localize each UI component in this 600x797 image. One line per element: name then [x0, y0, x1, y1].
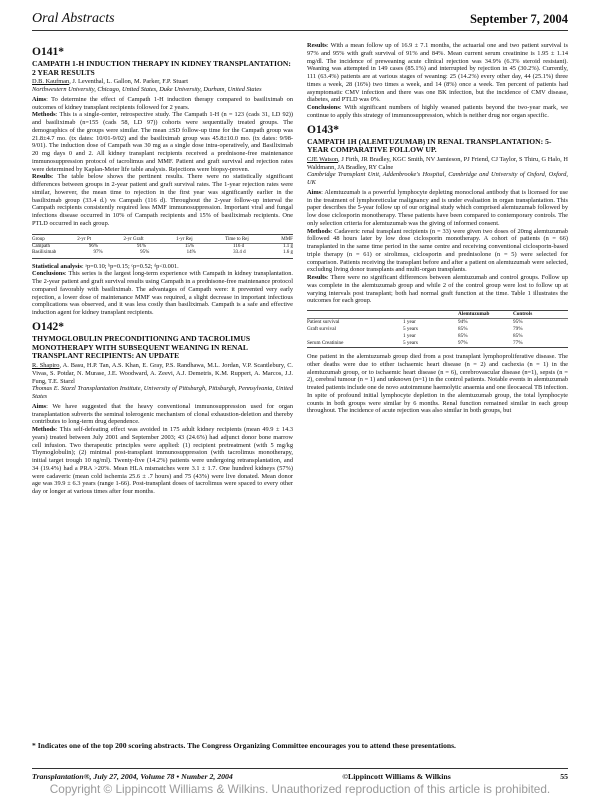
abstract-id: O142*	[32, 320, 64, 333]
co-authors: , J. Leventhal, L. Gallon, M. Parker, F.P. Stuart	[69, 78, 189, 86]
table-cell: 33.4 d	[233, 249, 246, 255]
methods-text: Cadaveric renal transplant recipients (n = 33) were given two doses of 20mg alemtuzumab followed 48 hours later by low dose ciclosporin monotherapy. A cohort of patients (n = 66) transplanted in the same time period in the same centre and receiving conventional ciclosporin-based triple therapy (n = 61) or sirolimus, ciclosporin and prednisolone (n = 5) were selected for comparison. Patients receiving the transplant before and after a patient on alemtuzumab were selected, excluding living donor transplants and multi-organ transplants.	[307, 227, 568, 274]
table-cell: 15%	[184, 243, 195, 249]
table-row	[32, 250, 293, 256]
conclusions-text: This series is the largest long-term experience with Campath in kidney transplantation. The 2-year patient and graft survival results using Campath in a prednisone-free maintenance protocol compared favorably with basiliximab. The advantages of Campath were: it prevented very early rejection, a lower dose of maintenance MMF was required, a slight decrease in important infectious complications was observed, and it was less costly than basiliximab. Campath is a safe and effective induction agent for kidney transplant recipients.	[32, 270, 293, 317]
methods-text: This self-defeating effect was avoided in 175 adult kidney recipients (mean 49.9 ± 14.3 years) treated between July 2001 and September 2003; 43 (24.6%) had adjunct donor bone marrow cell infusion. Two therapeutic principles were applied: (1) recipient pretreatment (with 5 mg/kg Thymoglobulin); (2) minimal post-transplant immunosuppression (with tacrolimus monotherapy, initial target trough 10 ng/ml). Twenty-five (14.2%) patients were undergoing retransplantation, and 34 (19.4%) had a PRA >20%. Mean HLA mismatches were 3.1 ± 1.7. One hundred kidneys (57%) were cadaveric (mean cold ischemia 25.6 ± .7 hours) and 75 (43%) were live donated. Mean donor age was 39.9 ± 6.3 years (range 1-66). Post-transplant doses of tacrolimus were spaced to every other day or longer at various times after four months.	[32, 426, 294, 496]
table-cell: 85%	[458, 326, 468, 333]
results-label: Results	[307, 42, 327, 49]
table-cell: Serum Creatinine	[307, 340, 344, 347]
table-cell: 91%	[136, 243, 147, 249]
aims-paragraph: Aims: Alemtuzumab is a powerful lymphocyte depleting monoclonal antibody that is licensed for use in the treatment of lymphoreticular malignancy and is under evaluation in organ transplantation. This paper describes the 5-year follow up of our original study which comprised alemtuzumab followed by low dose ciclosporin monotherapy. These patients have been compared to contemporary controls. The only selection criteria for alemtuzumab was the giving of informed consent.	[307, 188, 569, 227]
co-authors: , A. Basu, H.P. Tan, A.S. Khan, E. Gray, P.S. Randhawa, M.L. Jordan, V.P. Scantlebury, C. Vivas, S. Potdar, N. Murase, J.E. Woodward, A. Zeevi, A.J. Demetris, K.M. Ruppert, A. Marcos, J.J. Fung, T.E. Starzl	[32, 362, 294, 385]
table-row	[307, 333, 568, 340]
conclusions-label: Conclusions	[32, 270, 65, 278]
conclusions-text: With significant numbers of highly weaned patients beyond the two-year mark, we continue to apply this strategy of immunosuppression, which is neither drug nor organ specific.	[307, 104, 569, 119]
outcomes-table	[307, 310, 568, 348]
table-row	[307, 319, 568, 326]
methods-text: This is a single-center, retrospective study. The Campath 1-H (n = 123 (cads 31, LD 92)) and basiliximab (n=155 (cads 58, LD 97)) cohorts were sequentially treated groups. The demographics of the groups were similar. The mean ±SD follow-up time for the Campath group was 21.8±4.7 mo. (tx dates: 10/01-9/02) and the basiliximab group was 45.8±10.0 mo. (tx dates: 9/98-9/01). The induction dose of Campath was 30 mg as a single dose intra-operatively, and Basiliximab 20 mg days 0 and 2. All kidney transplant recipients received a prednisone-free maintenance immunosuppression protocol of tacrolimus and MMF. Patient and graft survival and rejection rates were determined by Kaplan-Meier life table analysis. Rejections were biopsy-proven.	[32, 111, 294, 173]
results-label: Results	[307, 274, 327, 282]
aims-label: Aims	[307, 188, 322, 196]
affiliation: Northwestern University, Chicago, United States, Duke University, Durham, United States	[32, 86, 262, 94]
table-cell: 1 year	[403, 333, 416, 340]
aims-paragraph: Aims: To determine the effect of Campath 1-H induction therapy compared to basiliximab on outcomes of kidney transplant recipients followed for 2 years.	[32, 95, 294, 111]
table-cell: 14%	[186, 249, 196, 255]
abstract-title: CAMPATH 1H (ALEMTUZUMAB) IN RENAL TRANSPLANTATION: 5-YEAR COMPARATIVE FOLLOW UP.	[307, 136, 552, 155]
footnote: * Indicates one of the top 200 scoring abstracts. The Congress Organizing Committee encourages you to attend these presentations.	[32, 741, 456, 750]
presenting-author: CJE Watson	[307, 155, 339, 163]
methods-label: Methods	[32, 426, 56, 434]
results-text: With a mean follow up of 16.9 ± 7.1 months, the actuarial one and two patient survival is 97% and 95% with graft survival of 91% and 84%. Mean current serum creatinine is 1.95 ± 1.14 mg/dl. The incidence of preweaning acute clinical rejection was 34.9% (6.3% steroid resistant). Weaning was attempted in 149 cases (85.1%) and interrupted by rejection in 45 (30.2%). Currently, 111 (63.4%) patients are at various stages of weaning: 25 (14.2%) every other day, 44 (25.1%) three times a week, 28 (16%) two times a week, and 14 (8%) once a week. Ten percent of patients had asymptomatic CMV infection and there was one BK infection, but the incidence of CMV disease, diabetes, and PTLD was 0%.	[307, 42, 569, 104]
table-cell: Patient survival	[307, 319, 340, 326]
table-header-cell: Time to Rej	[225, 236, 249, 242]
aims-text: Alemtuzumab is a powerful lymphocyte depleting monoclonal antibody that is licensed for use in the treatment of lymphoreticular malignancy and is under evaluation in organ transplantation. This paper describes the 5-year follow up of our original study which comprised alemtuzumab followed by low dose ciclosporin monotherapy. These patients have been compared to contemporary controls. The only selection criteria for alemtuzumab was the giving of informed consent.	[307, 188, 569, 227]
table-cell: 1.1 g	[282, 243, 293, 249]
table-row	[307, 340, 568, 347]
conclusions-paragraph: Conclusions: With significant numbers of highly weaned patients beyond the two-year mark, we continue to apply this strategy of immunosuppression, which is neither drug nor organ specific.	[307, 104, 569, 119]
copyright-notice: Copyright © Lippincott Williams & Wilkins. Unauthorized reproduction of this article is prohibited.	[49, 782, 551, 796]
table-header-row	[32, 237, 293, 244]
right-column	[307, 42, 568, 415]
author-list	[32, 362, 293, 385]
abstract-id: O143*	[307, 123, 339, 136]
page-footer	[32, 768, 568, 781]
table-cell: 5 years	[403, 340, 418, 347]
author-list	[32, 78, 293, 86]
table-header-cell	[307, 311, 403, 318]
table-cell: 95%	[513, 319, 523, 326]
page-number: 55	[560, 772, 568, 781]
table-cell: 79%	[513, 326, 523, 333]
co-authors: , J Firth, JR Bradley, KGC Smith, NV Jamieson, PJ Friend, CJ Taylor, S Thiru, G Halo, H Waldmann, JA Bradley, RY Calne	[307, 155, 569, 171]
methods-paragraph: Methods: This self-defeating effect was avoided in 175 adult kidney recipients (mean 49.9 ± 14.3 years) treated between July 2001 and September 2003; 43 (24.6%) had adjunct donor bone marrow cell infusion. Two therapeutic principles were applied: (1) recipient pretreatment (with 5 mg/kg Thymoglobulin); (2) minimal post-transplant immunosuppression (with tacrolimus monotherapy, initial target trough 10 ng/ml). Twenty-five (14.2%) patients were undergoing retransplantation, and 34 (19.4%) had a PRA >20%. Mean HLA mismatches were 3.1 ± 1.7. One hundred kidneys (57%) were cadaveric (mean cold ischemia 25.6 ± .7 hours) and 75 (43%) were live donated. Mean donor age was 39.9 ± 6.3 years (range 1-66). Post-transplant doses of tacrolimus were spaced to every other day or longer at various times after four months.	[32, 426, 294, 496]
table-cell: Campath	[32, 243, 51, 249]
stat-paragraph	[32, 263, 293, 271]
table-cell: 85%	[513, 333, 523, 340]
aims-paragraph: Aims: We have suggested that the heavy conventional immunosuppression used for organ transplantation subverts the seminal tolerogenic mechanism of clonal exhaustion-deletion and thereby contributes to long-term drug dependence.	[32, 402, 294, 426]
table-cell	[307, 333, 403, 340]
abstract-o142-continued	[307, 42, 568, 120]
presenting-author: D.B. Kaufman	[32, 78, 70, 86]
affiliation: Thomas E. Starzl Transplantation Institute, University of Pittsburgh, Pittsburgh, Pennsylvania, United States	[32, 385, 293, 401]
methods-label: Methods	[307, 227, 331, 235]
table-header-cell: Alemtuzumab	[458, 311, 490, 318]
table-header-cell	[403, 311, 458, 318]
section-title: Oral Abstracts	[32, 11, 115, 26]
aims-label: Aims	[32, 402, 47, 410]
results-text: The table below shows the pertinent results. There were no statistically significant differences between groups in 2-year patient and graft survival rates. The 1-year rejection rates were similar, however, the mean time to rejection in the first year was significantly earlier in the basiliximab group (33.4 d.) vs Campath (116 d). Throughout the 2-year follow-up interval the Campath recipients consistently required less MMF immunosuppression. Important viral and fungal infections disease occurred in 10% of Campath recipients and 15% of basiliximab recipients. One PTLD occurred in each group.	[32, 173, 294, 227]
methods-label: Methods	[32, 111, 56, 119]
stat-label: Statistical analysis	[32, 262, 82, 270]
aims-label: Aims	[32, 95, 47, 103]
conclusions-label: Conclusions	[307, 104, 340, 111]
table-header-row	[307, 311, 568, 319]
aims-text: To determine the effect of Campath 1-H induction therapy compared to basiliximab on outcomes of kidney transplant recipients followed for 2 years.	[32, 95, 294, 111]
author-list	[307, 156, 568, 172]
table-header-cell: 2-yr Pt	[77, 236, 91, 242]
body-paragraph: In spite of profound initial lymphocyte depletion in the alemtuzumab group, the total lymphocyte counts in both groups were similar by 6 months. Renal function remained similar in each group throughout. The incidence of acute rejection was also similar in both groups, but	[307, 391, 568, 415]
table-cell: 77%	[513, 340, 523, 347]
results-paragraph: Results: There were no significant differences between alemtuzumab and control groups. Follow up was complete in the alemtuzumab group and while 2 of the control group were lost to follow up at varying intervals post transplant; both had normal graft function at the time. Table 1 illustrates the outcomes for each group.	[307, 274, 569, 305]
publisher: ©Lippincott Williams & Wilkins	[342, 772, 451, 781]
abstract-title: THYMOGLOBULIN PRECONDITIONING AND TACROLIMUS MONOTHERAPY WITH SUBSEQUENT WEANING IN RENAL TRANSPLANT RECIPIENTS: AN UPDATE	[32, 333, 251, 361]
conclusions-paragraph: Conclusions: This series is the largest long-term experience with Campath in kidney transplantation. The 2-year patient and graft survival results using Campath in a prednisone-free maintenance protocol compared favorably with basiliximab. The advantages of Campath were: it prevented very early rejection, a lower dose of maintenance MMF was required, a slight decrease in important infectious complications was observed, and it was less costly than basiliximab. Campath is a safe and effective induction agent for kidney transplant recipients.	[32, 270, 293, 317]
table-cell: 96%	[88, 243, 99, 249]
table-cell: Graft survival	[307, 326, 336, 333]
table-cell: 1.6 g	[282, 249, 293, 255]
abstract-id: O141*	[32, 46, 64, 58]
table-cell: 116 d	[233, 243, 245, 249]
results-paragraph: Results: The table below shows the pertinent results. There were no statistically significant differences between groups in 2-year patient and graft survival rates. The 1-year rejection rates were similar, however, the mean time to rejection in the first year was significantly earlier in the basiliximab group (33.4 d.) vs Campath (116 d). Throughout the 2-year follow-up interval the Campath recipients consistently required less MMF immunosuppression. Important viral and fungal infections disease occurred in 10% of Campath recipients and 15% of basiliximab recipients. One PTLD occurred in each group.	[32, 173, 294, 227]
table-header-cell: Group	[32, 236, 45, 242]
abstract-title: CAMPATH 1-H INDUCTION THERAPY IN KIDNEY TRANSPLANTATION: 2 YEAR RESULTS	[32, 59, 291, 77]
affiliation: Cambridge Transplant Unit, Addenbrooke's Hospital, Cambridge and University of Oxford, Oxford, UK	[307, 171, 568, 187]
results-label: Results	[32, 173, 52, 181]
results-paragraph: Results: With a mean follow up of 16.9 ± 7.1 months, the actuarial one and two patient survival is 97% and 95% with graft survival of 91% and 84%. Mean current serum creatinine is 1.95 ± 1.14 mg/dl. The incidence of preweaning acute clinical rejection was 34.9% (6.3% steroid resistant). Weaning was attempted in 149 cases (85.1%) and interrupted by rejection in 45 (30.2%). Currently, 111 (63.4%) patients are at various stages of weaning: 25 (14.2%) every other day, 44 (25.1%) three times a week, 28 (16%) two times a week, and 14 (8%) once a week. Ten percent of patients had asymptomatic CMV infection and there was one BK infection, but the incidence of CMV disease, diabetes, and PTLD was 0%.	[307, 42, 569, 104]
table-header-cell: Controls	[513, 311, 533, 318]
table-cell: 97%	[458, 340, 468, 347]
table-header-cell: 2-yr Graft	[123, 236, 144, 242]
header-date: September 7, 2004	[469, 12, 568, 26]
presenting-author: R. Shapiro	[32, 362, 60, 370]
table-cell: Basiliximab	[32, 249, 57, 255]
aims-text: We have suggested that the heavy conventional immunosuppression used for organ transplantation subverts the seminal tolerogenic mechanism of clonal exhaustion-deletion and thereby contributes to long-term drug dependence.	[32, 402, 294, 426]
table-header-cell: MMF	[281, 236, 293, 242]
left-column	[32, 42, 293, 496]
stat-text: : ᵃp=0.10; ᵇp=0.15; ᶜp=0.52; ᵈp<0.001.	[81, 262, 179, 270]
table-cell: 95%	[140, 249, 150, 255]
methods-paragraph: Methods: Cadaveric renal transplant recipients (n = 33) were given two doses of 20mg alemtuzumab followed 48 hours later by low dose ciclosporin monotherapy. A cohort of patients (n = 66) transplanted in the same time period in the same centre and receiving conventional ciclosporin-based triple therapy (n = 61) or sirolimus, ciclosporin and prednisolone (n = 5) were selected for comparison. Patients receiving the transplant before and after a patient on alemtuzumab were selected, excluding living donor transplants and multi-organ transplants.	[307, 227, 568, 274]
abstract-o142	[32, 321, 293, 496]
table-header-cell: 1-yr Rej	[176, 236, 193, 242]
table-cell: 85%	[458, 333, 468, 340]
page-header	[32, 10, 568, 31]
table-cell: 94%	[458, 319, 468, 326]
abstract-o141	[32, 46, 293, 317]
table-cell: 1 year	[403, 319, 416, 326]
results-text: There were no significant differences between alemtuzumab and control groups. Follow up was complete in the alemtuzumab group and while 2 of the control group were lost to follow up at varying intervals post transplant; both had normal graft function at the time. Table 1 illustrates the outcomes for each group.	[307, 274, 569, 305]
methods-paragraph: Methods: This is a single-center, retrospective study. The Campath 1-H (n = 123 (cads 31, LD 92)) and basiliximab (n=155 (cads 58, LD 97)) cohorts were sequentially treated groups. The demographics of the groups were similar. The mean ±SD follow-up time for the Campath group was 21.8±4.7 mo. (tx dates: 10/01-9/02) and the basiliximab group was 45.8±10.0 mo. (tx dates: 9/98-9/01). The induction dose of Campath was 30 mg as a single dose intra-operatively, and Basiliximab 20 mg days 0 and 2. All kidney transplant recipients received a prednisone-free maintenance immunosuppression protocol of tacrolimus and MMF. Patient and graft survival and rejection rates were determined by Kaplan-Meier life table analysis. Rejections were biopsy-proven.	[32, 111, 294, 173]
results-table	[32, 234, 293, 259]
table-row	[307, 326, 568, 333]
journal-citation: Transplantation®, July 27, 2004, Volume 78 • Number 2, 2004	[32, 772, 233, 781]
table-cell: 97%	[93, 249, 103, 255]
body-paragraph: One patient in the alemtuzumab group died from a post transplant lymphoproliferative disease. The other deaths were due to either ischaemic heart disease (n = 2) and cachexia (n = 1) in the alemtuzumab group, or to ischaemic heart disease (n = 6), cerebrovascular disease (n=1), sepsis (n = 2), cerebral tumour (n = 1) and unknown (n=1) in the control patients. Notable events in alemtuzumab treated patients include one de novo autoimmune haemolytic anaemia and one ileocaecal TB infection.	[307, 353, 568, 392]
table-cell: 5 years	[403, 326, 418, 333]
abstract-o143	[307, 124, 568, 416]
